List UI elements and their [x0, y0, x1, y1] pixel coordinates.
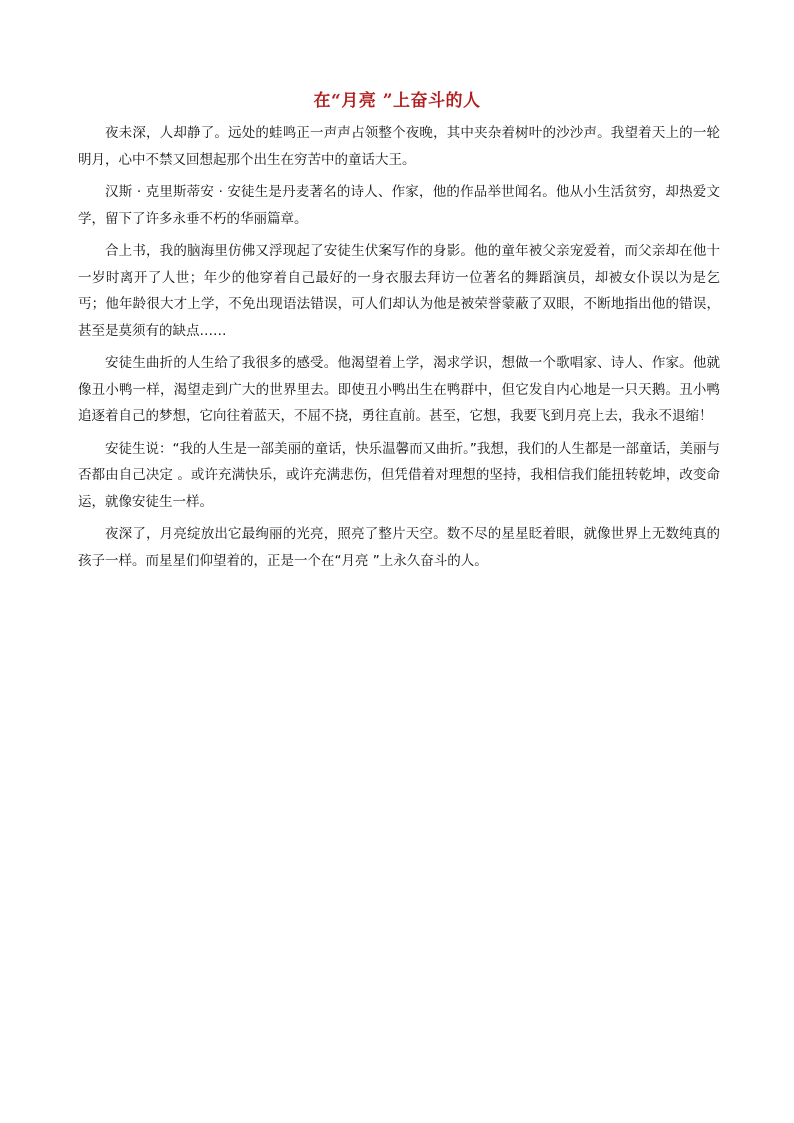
essay-body	[78, 120, 720, 580]
paragraph-1: 夜未深，人却静了。远处的蛙鸣正一声声占领整个夜晚，其中夹杂着树叶的沙沙声。我望着天上的一轮明月，心中不禁又回想起那个出生在穷苦中的童话大王。	[78, 125, 720, 168]
paragraph-3: 合上书，我的脑海里仿佛又浮现起了安徒生伏案写作的身影。他的童年被父亲宠爱着，而父亲却在他十一岁时离开了人世；年少的他穿着自己最好的一身衣服去拜访一位著名的舞蹈演员，却被女仆误以为是乞丐；他年龄很大才上学，不免出现语法错误，可人们却认为他是被荣誉蒙蔽了双眼，不断地指出他的错误，甚至是莫须有的缺点……	[78, 243, 720, 339]
paragraph-5: 安徒生说：“我的人生是一部美丽的童话，快乐温馨而又曲折。”我想，我们的人生都是一部童话，美丽与否都由自己决定 。或许充满快乐，或许充满悲伤，但凭借着对理想的坚持，我相信我们能扭转乾坤，改变命运，就像安徒生一样。	[78, 440, 720, 510]
paragraph-2: 汉斯 · 克里斯蒂安 · 安徒生是丹麦著名的诗人、作家，他的作品举世闻名。他从小生活贫穷，却热爱文学，留下了许多永垂不朽的华丽篇章。	[78, 184, 720, 227]
paragraph-6: 夜深了，月亮绽放出它最绚丽的光亮，照亮了整片天空。数不尽的星星眨着眼，就像世界上无数纯真的孩子一样。而星星们仰望着的，正是一个在“月亮 ”上永久奋斗的人。	[78, 526, 720, 569]
paragraph-4: 安徒生曲折的人生给了我很多的感受。他渴望着上学，渴求学识，想做一个歌唱家、诗人、作家。他就像丑小鸭一样，渴望走到广大的世界里去。即使丑小鸭出生在鸭群中，但它发自内心地是一只天鹅。丑小鸭追逐着自己的梦想，它向往着蓝天，不屈不挠，勇往直前。甚至，它想，我要飞到月亮上去，我永不退缩！	[78, 355, 720, 424]
essay-title: 在“月亮 ”上奋斗的人	[313, 91, 481, 111]
